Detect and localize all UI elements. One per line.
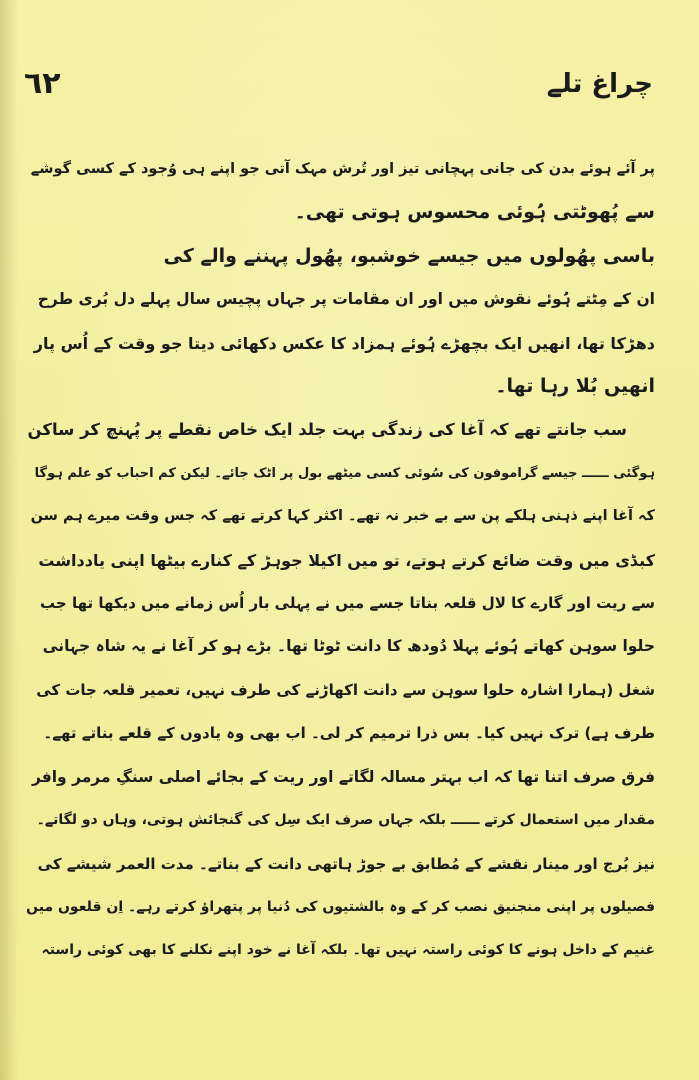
page-edge-shadow	[0, 0, 18, 1080]
text-line: فصیلوں پر اپنی منجنیق نصب کر کے وہ بالشتیوں کی دُنیا پر پتھراؤ کرتے رہے۔ اِن قلعوں میں	[26, 898, 655, 915]
text-line: سے ریت اور گارے کا لال قلعہ بناتا جسے میں نے پہلی بار اُس زمانے میں دیکھا تھا جب	[40, 594, 655, 613]
body-text	[26, 148, 655, 973]
text-line: طرف ہے) ترک نہیں کیا۔ بس ذرا ترمیم کر لی۔ اب بھی وہ یادوں کے قلعے بناتے تھے۔	[43, 724, 655, 743]
page-header	[24, 64, 653, 104]
text-line: سے پُھوٹتی ہُوئی محسوس ہوتی تھی۔	[294, 201, 655, 224]
text-line: غنیم کے داخل ہونے کا کوئی راستہ نہیں تھا۔ بلکہ آغا نے خود اپنے نکلنے کا بھی کوئی راستہ	[41, 942, 655, 959]
text-line: نیز بُرج اور مینار نقشے کے مُطابق بے جوڑ ہاتھی دانت کے بناتے۔ مدت العمر شیشے کی	[37, 854, 655, 873]
text-line: سب جانتے تھے کہ آغا کی زندگی بہت جلد ایک خاص نقطے پر پُہنچ کر ساکن	[27, 420, 627, 440]
text-line: مقدار میں استعمال کرتے ــــــ بلکہ جہاں صرف ایک سِل کی گنجائش ہوتی، وہاں دو لگاتے۔	[36, 812, 655, 829]
verse-line: باسی پھُولوں میں جیسے خوشبو، پھُول پہننے والے کی	[163, 244, 655, 267]
text-line: انھیں بُلا رہا تھا۔	[495, 375, 655, 398]
text-line: ہوگئی ــــــ جیسے گراموفون کی سُوئی کسی میٹھے بول پر اٹک جائے۔ لیکن کم احباب کو علم ہوگا	[34, 465, 655, 481]
text-line: دھڑکا تھا، انھیں ایک بچھڑے ہُوئے ہمزاد کا عکس دکھائی دیتا جو وقت کے اُس پار	[33, 333, 655, 353]
text-line: پر آئے ہوئے بدن کی جانی پہچانی تیز اور تُرش مہک آتی جو اپنے ہی وُجود کے کسی گوشے	[30, 161, 655, 177]
text-line: حلوا سوہن کھاتے ہُوئے پہلا دُودھ کا دانت ٹوٹا تھا۔ بڑے ہو کر آغا نے یہ شاہ جہانی	[42, 637, 655, 656]
running-title: چراغ تلے	[546, 69, 653, 99]
text-line: کہ آغا اپنے ذہنی ہلکے پن سے بے خبر نہ تھے۔ اکثر کہا کرتے تھے کہ جس وقت میرے ہم سن	[30, 508, 655, 525]
page-number: ٦٢	[24, 66, 61, 101]
text-line: فرق صرف اتنا تھا کہ اب بہتر مسالہ لگاتے اور ریت کے بجائے اصلی سنگِ مرمر وافر	[31, 767, 655, 786]
text-line: ان کے مِٹتے ہُوئے نقوش میں اور ان مقامات پر جہاں پچیس سال پہلے دل بُری طرح	[37, 290, 655, 309]
text-line: شغل (ہمارا اشارہ حلوا سوہن سے دانت اکھاڑنے کی طرف نہیں، تعمیر قلعہ جات کی	[36, 680, 655, 699]
text-line: کبڈی میں وقت ضائع کرتے ہوتے، تو میں اکیلا جوہڑ کے کنارے بیٹھا اپنی یادداشت	[38, 550, 655, 570]
